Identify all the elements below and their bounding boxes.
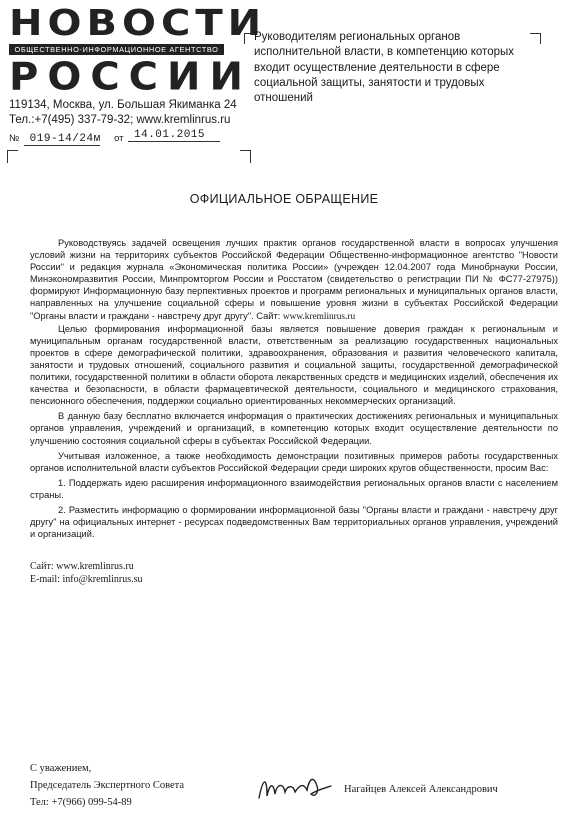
number-prefix: № — [9, 133, 20, 144]
signer-phone: Тел: +7(966) 099-54-89 — [30, 797, 132, 808]
handwritten-signature — [255, 768, 335, 808]
paragraph-purpose: Целью формирования информационной базы является повышение доверия граждан к региональным и муниципальным органам государственной власти, ответственным за реализацию государственных национальных проектов в сфере демографической политики, здравоохранения, образования и развития человеческого капитала, занятости и трудовых отношений, социального развития и социальной защиты, государственной демографической политики, государственной политики в области оборота лекарственных средств и медицинских изделий, обеспечения их качества и безопасности, в области фармацевтической деятельности, социального и медицинского страхования, пенсионного обеспечения, поддержки социально ориентированных некоммерческих организаций. — [30, 323, 558, 407]
signer-position: Председатель Экспертного Совета — [30, 780, 185, 791]
outgoing-date: 14.01.2015 — [128, 129, 220, 142]
contact-site: Сайт: www.kremlinrus.ru — [30, 561, 134, 572]
signer-name: Нагайцев Алексей Александрович — [344, 784, 498, 795]
paragraph-request: Учитывая изложенное, а также необходимость демонстрации позитивных примеров работы государственных органов исполнительной власти субъектов Российской Федерации среди широких кругов общественности, просим Вас: — [30, 450, 558, 473]
paragraph-inclusion: В данную базу бесплатно включается информация о практических достижениях региональных и муниципальных органов управления, учреждений и организаций, в компетенцию которых входит осуществление деятельности по улучшению состояния социальной сферы в субъектах Российской Федерации. — [30, 411, 558, 446]
request-item-1: 1. Поддержать идею расширения информационного взаимодействия региональных органов власти с населением страны. — [30, 477, 558, 500]
paragraph-intro-site: www.kremlinrus.ru — [282, 311, 356, 322]
outgoing-number-line — [9, 128, 220, 146]
request-item-2: 2. Разместить информацию о формировании информационной базы "Органы власти и граждани - навстречу друг другу" на официальных интернет - ресурсах подведомственных Вам территориальных органов управления, учреждений и организаций. — [30, 504, 558, 540]
contacts — [30, 560, 143, 586]
logo-band: ОБЩЕСТВЕННО-ИНФОРМАЦИОННОЕ АГЕНТСТВО — [9, 44, 224, 55]
sender-phone-line — [9, 113, 237, 128]
sender-details — [9, 98, 237, 127]
letter-body — [30, 237, 558, 540]
date-prefix: от — [114, 133, 124, 144]
bracket-corner-top-left — [7, 150, 18, 163]
document-title: ОФИЦИАЛЬНОЕ ОБРАЩЕНИЕ — [189, 192, 379, 206]
sender-phone: Тел.:+7(495) 337-79-32; — [9, 113, 134, 126]
closing-regards: С уважением, — [30, 763, 92, 774]
signature-block — [30, 760, 184, 811]
logo-top-word: НОВОСТИ — [9, 3, 267, 44]
contact-email: E-mail: info@kremlinrus.su — [30, 574, 143, 585]
sender-website: www.kremlinrus.ru — [136, 113, 231, 126]
outgoing-number: 019-14/24м — [24, 133, 100, 146]
logo-bottom-word: РОССИИ — [9, 55, 252, 99]
paragraph-intro-text: Руководствуясь задачей освещения лучших практик органов государственной власти в вопросах улучшения условий жизни на территориях субъектов Российской Федерации Общественно-информационное агентство "Новости России" и редакция журнала «Экономическая политика России» (учрежден 12.04.2007 года Минобрнауки России, Минэкономразвития России, Минпромторгом России и Росстатом (свидетельство о регистрации ПИ № ФС77-27975)) формируют Информационную базу перпективных проектов и программ региональных и муниципальных органов власти, направленных на улучшение социальной сферы и повышение уровня жизни в субъектах Российской Федерации "Органы власти и граждани - навстречу друг другу". Сайт: — [30, 238, 558, 321]
sender-address: 119134, Москва, ул. Большая Якиманка 24 — [9, 99, 237, 111]
bracket-corner-top-right — [240, 150, 251, 163]
recipient: Руководителям региональных органов исполнительной власти, в компетенцию которых входит осуществление деятельности в сфере социальной защиты, занятости и трудовых отношений — [254, 31, 515, 105]
paragraph-intro — [30, 237, 558, 323]
